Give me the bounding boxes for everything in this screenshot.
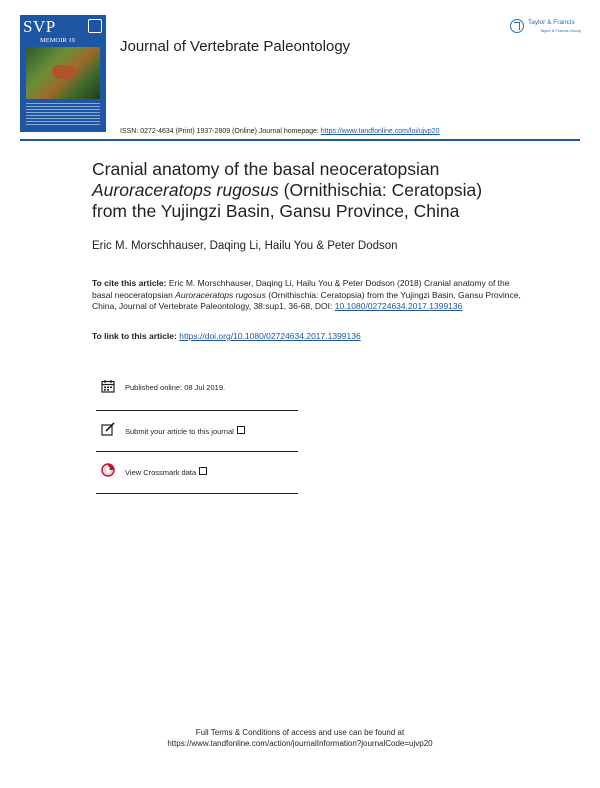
article-authors: Eric M. Morschhauser, Daqing Li, Hailu You & Peter Dodson	[92, 240, 398, 252]
calendar-icon	[101, 379, 115, 393]
submit-article-link[interactable]	[125, 426, 245, 436]
link-line	[92, 331, 361, 341]
citation-label: To cite this article:	[92, 278, 167, 288]
cover-memoir: MEMOIR 19	[40, 37, 75, 44]
header-divider	[20, 139, 580, 141]
article-doi-link[interactable]: https://doi.org/10.1080/02724634.2017.1399136	[179, 331, 361, 341]
submit-article-text: Submit your article to this journal	[125, 427, 234, 436]
info-divider	[96, 451, 298, 452]
cover-photo	[26, 47, 100, 99]
issn-line	[120, 128, 439, 135]
article-title-line1: Cranial anatomy of the basal neoceratopsian	[92, 159, 440, 179]
crossmark-icon	[101, 463, 115, 477]
crossmark-link[interactable]	[125, 467, 207, 477]
citation-text-before: Eric M. Morschhauser, Daqing Li, Hailu You & Peter Dodson (2018) Cranial anatomy of the basal neoceratopsian	[92, 278, 510, 300]
crossmark-text: View Crossmark data	[125, 468, 197, 477]
article-title-rest: (Ornithischia: Ceratopsia)	[278, 180, 483, 200]
publisher-logo-sub: Taylor & Francis Group	[540, 28, 581, 33]
journal-cover-thumbnail	[20, 15, 106, 132]
citation-doi-link[interactable]: 10.1080/02724634.2017.1399136	[334, 301, 463, 311]
species-name: Auroraceratops rugosus	[92, 180, 279, 200]
footer	[0, 727, 600, 749]
article-title-line3: from the Yujingzi Basin, Gansu Province, China	[92, 201, 460, 221]
publisher-logo[interactable]	[510, 17, 586, 39]
edit-icon	[101, 422, 115, 436]
cover-ornament-icon	[88, 19, 102, 33]
journal-homepage-link[interactable]: https://www.tandfonline.com/loi/ujvp20	[320, 128, 440, 135]
publisher-logo-name: Taylor & Francis	[528, 19, 575, 26]
issn-text: ISSN: 0272-4634 (Print) 1937-2809 (Online) Journal homepage:	[120, 128, 321, 135]
info-divider	[96, 493, 298, 494]
journal-title: Journal of Vertebrate Paleontology	[120, 38, 351, 55]
cover-abbrev: SVP	[23, 17, 56, 36]
citation-text-after: (Ornithischia: Ceratopsia) from the Yujingzi Basin, Gansu Province, China, Journal of Vertebrate Paleontology, 38:sup1, 36-68, DOI:	[92, 289, 521, 311]
link-label: To link to this article:	[92, 331, 180, 341]
cover-caption-lines	[26, 103, 100, 125]
external-link-icon	[237, 426, 245, 434]
citation-species: Auroraceratops rugosus	[175, 289, 266, 300]
footer-terms-link[interactable]: https://www.tandfonline.com/action/journalInformation?journalCode=ujvp20	[167, 739, 433, 748]
footer-line1: Full Terms & Conditions of access and use can be found at	[195, 728, 405, 737]
external-link-icon	[199, 467, 207, 475]
published-online-text: Published online: 08 Jul 2019.	[125, 383, 226, 392]
publisher-logo-icon	[510, 19, 524, 33]
info-divider	[96, 410, 298, 411]
article-title	[92, 159, 542, 222]
article-title-line2	[92, 180, 542, 201]
citation-block	[92, 278, 522, 313]
